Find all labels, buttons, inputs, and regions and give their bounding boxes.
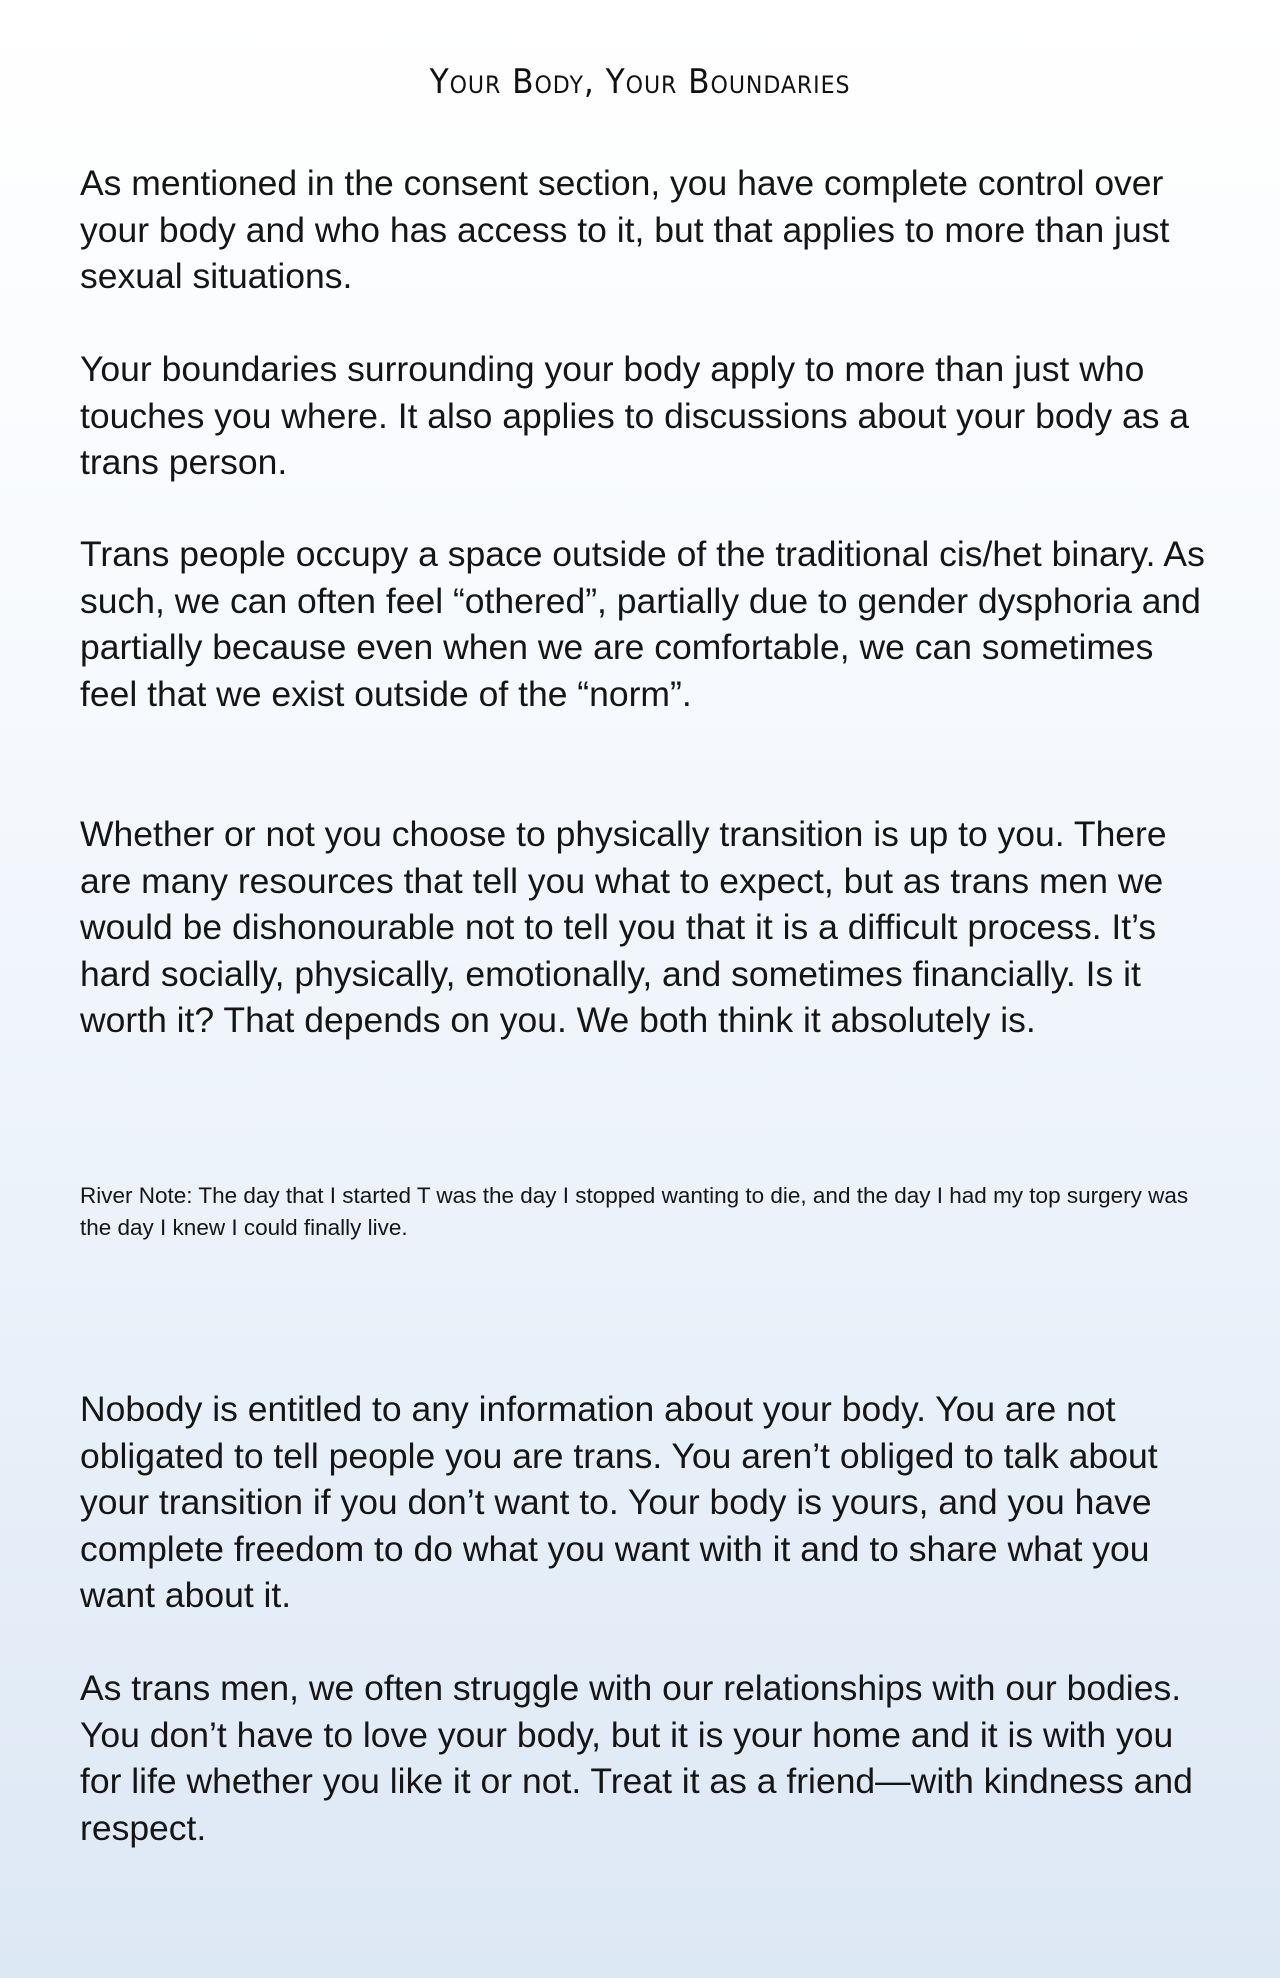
paragraph-consent-control: As mentioned in the consent section, you have complete control over your body and who has access to it, but that applies to more than just sexual situations. <box>80 163 1170 296</box>
paragraph-boundaries: Your boundaries surrounding your body apply to more than just who touches you where. It also applies to discussions about your body as a trans person. <box>80 349 1190 482</box>
paragraph-relationship-with-body: As trans men, we often struggle with our relationships with our bodies. You don’t have to love your body, but it is your home and it is with you for life whether you like it or not. Treat it as a friend—with kindness and respect. <box>80 1668 1193 1848</box>
river-note: River Note: The day that I started T was the day I stopped wanting to die, and the day I had my top surgery was the day I knew I could finally live. <box>80 1183 1189 1240</box>
paragraph-transition: Whether or not you choose to physically transition is up to you. There are many resources that tell you what to expect, but as trans men we would be dishonourable not to tell you that it is a difficult process. It’s hard socially, physically, emotionally, and sometimes financially. Is it worth it? That depends on you. We both think it absolutely is. <box>80 814 1167 1040</box>
paragraph-information: Nobody is entitled to any information about your body. You are not obligated to tell people you are trans. You aren’t obliged to talk about your transition if you don’t want to. Your body is yours, and you have complete freedom to do what you want with it and to share what you want about it. <box>80 1389 1158 1615</box>
page-title: Your Body, Your Boundaries <box>429 62 851 102</box>
paragraph-othered: Trans people occupy a space outside of the traditional cis/het binary. As such, we can often feel “othered”, partially due to gender dysphoria and partially because even when we are comfortable, we can sometimes feel that we exist outside of the “norm”. <box>80 534 1205 714</box>
